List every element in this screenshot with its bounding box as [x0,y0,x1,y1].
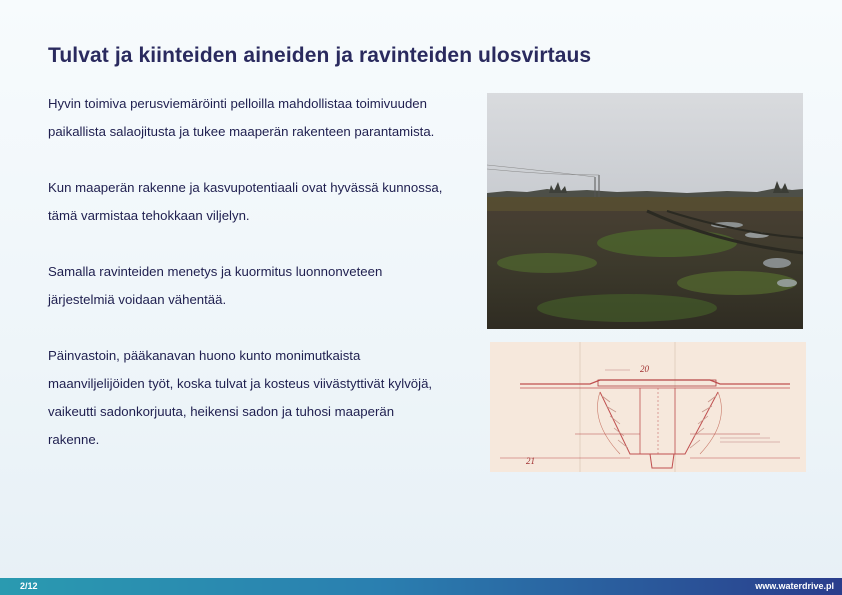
paragraph-line: tämä varmistaa tehokkaan viljelyn. [48,208,250,223]
page-number: 2/12 [20,581,38,591]
paragraph-line: Samalla ravinteiden menetys ja kuormitus luonnonveteen [48,264,383,279]
paragraph-line: paikallista salaojitusta ja tukee maaperän rakenteen parantamista. [48,124,435,139]
paragraph-2 [48,174,478,230]
paragraph-line: vaikeutti sadonkorjuuta, heikensi sadon ja tuhosi maaperän [48,404,395,419]
canal-cross-section-drawing [490,342,806,472]
paragraph-line: Päinvastoin, pääkanavan huono kunto monimutkaista [48,348,361,363]
paragraph-line: rakenne. [48,432,100,447]
page-title: Tulvat ja kiinteiden aineiden ja ravinteiden ulosvirtaus [48,44,592,67]
paragraph-line: järjestelmiä voidaan vähentää. [48,292,227,307]
paragraph-1 [48,90,478,146]
footer-bar [0,578,842,595]
paragraph-3 [48,258,478,314]
paragraph-line: maanviljelijöiden työt, koska tulvat ja kosteus viivästyttivät kylvöjä, [48,376,433,391]
body-text [48,90,478,482]
paragraph-line: Hyvin toimiva perusviemäröinti pelloilla mahdollistaa toimivuuden [48,96,427,111]
drawing-label-left: 21 [526,456,535,466]
field-photo [487,93,803,329]
paragraph-4 [48,342,478,454]
website-link[interactable]: www.waterdrive.pl [755,581,834,591]
paragraph-line: Kun maaperän rakenne ja kasvupotentiaali ovat hyvässä kunnossa, [48,180,443,195]
drawing-label-top: 20 [640,364,649,374]
